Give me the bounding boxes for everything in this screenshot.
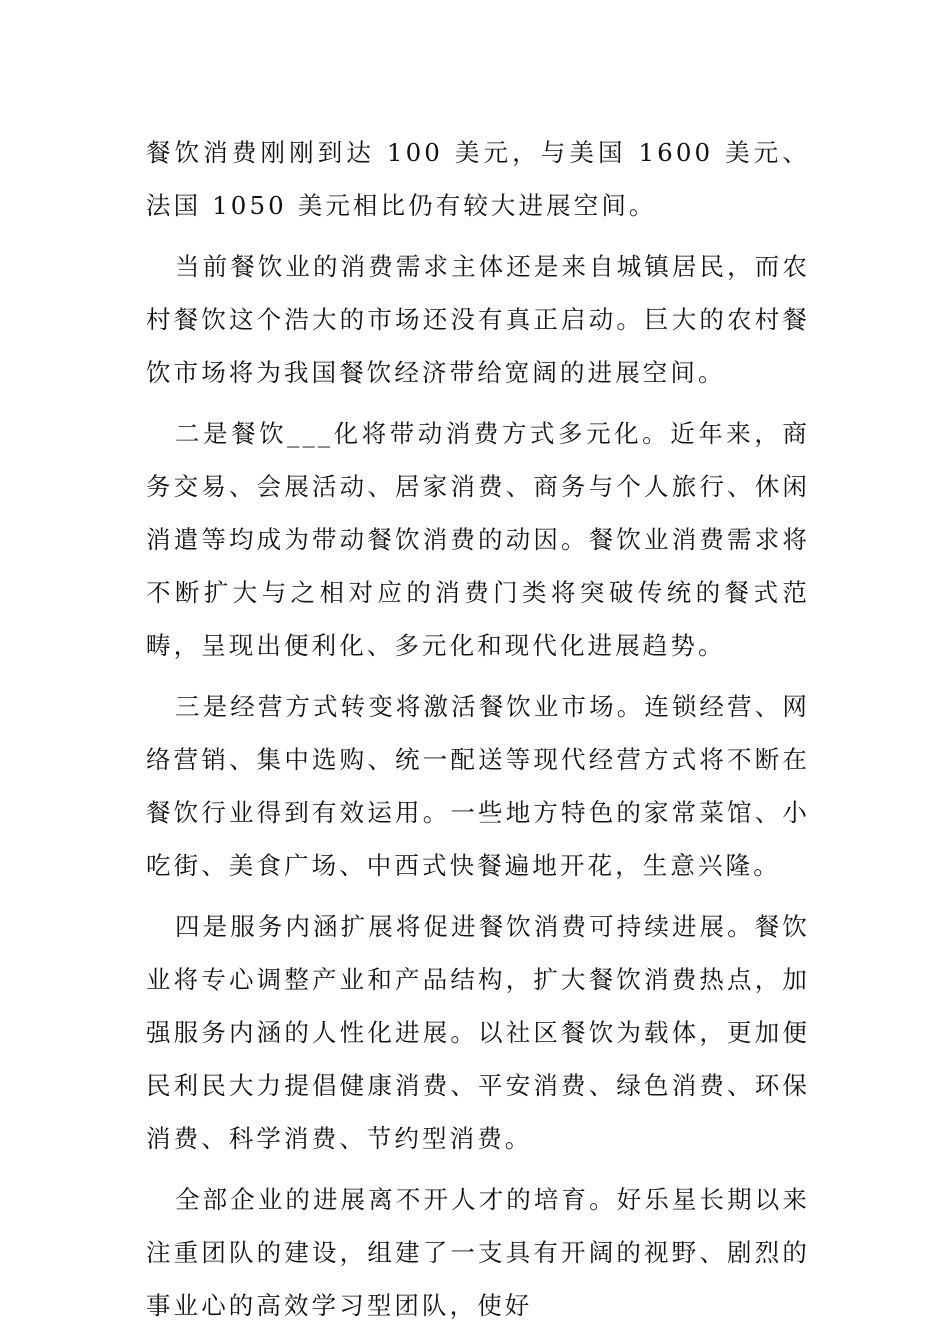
paragraph-1: 餐饮消费刚刚到达 100 美元，与美国 1600 美元、法国 1050 美元相比仍有较大进展空间。 xyxy=(146,138,810,220)
paragraph-4: 三是经营方式转变将激活餐饮业市场。连锁经营、网络营销、集中选购、统一配送等现代经营方式将不断在餐饮行业得到有效运用。一些地方特色的家常菜馆、小吃街、美食广场、中西式快餐遍地开花，生意兴隆。 xyxy=(146,692,810,880)
document-body xyxy=(146,126,810,1340)
paragraph-3: 二是餐饮___化将带动消费方式多元化。近年来，商务交易、会展活动、居家消费、商务与个人旅行、休闲消遣等均成为带动餐饮消费的动因。餐饮业消费需求将不断扩大与之相对应的消费门类将突破传统的餐式范畴，呈现出便利化、多元化和现代化进展趋势。 xyxy=(146,419,810,660)
paragraph-5: 四是服务内涵扩展将促进餐饮消费可持续进展。餐饮业将专心调整产业和产品结构，扩大餐饮消费热点，加强服务内涵的人性化进展。以社区餐饮为载体，更加便民利民大力提倡健康消费、平安消费、绿色消费、环保消费、科学消费、节约型消费。 xyxy=(146,912,810,1153)
paragraph-6: 全部企业的进展离不开人才的培育。好乐星长期以来注重团队的建设，组建了一支具有开阔的视野、剧烈的事业心的高效学习型团队，使好 xyxy=(146,1185,810,1320)
paragraph-2: 当前餐饮业的消费需求主体还是来自城镇居民，而农村餐饮这个浩大的市场还没有真正启动。巨大的农村餐饮市场将为我国餐饮经济带给宽阔的进展空间。 xyxy=(146,252,810,387)
